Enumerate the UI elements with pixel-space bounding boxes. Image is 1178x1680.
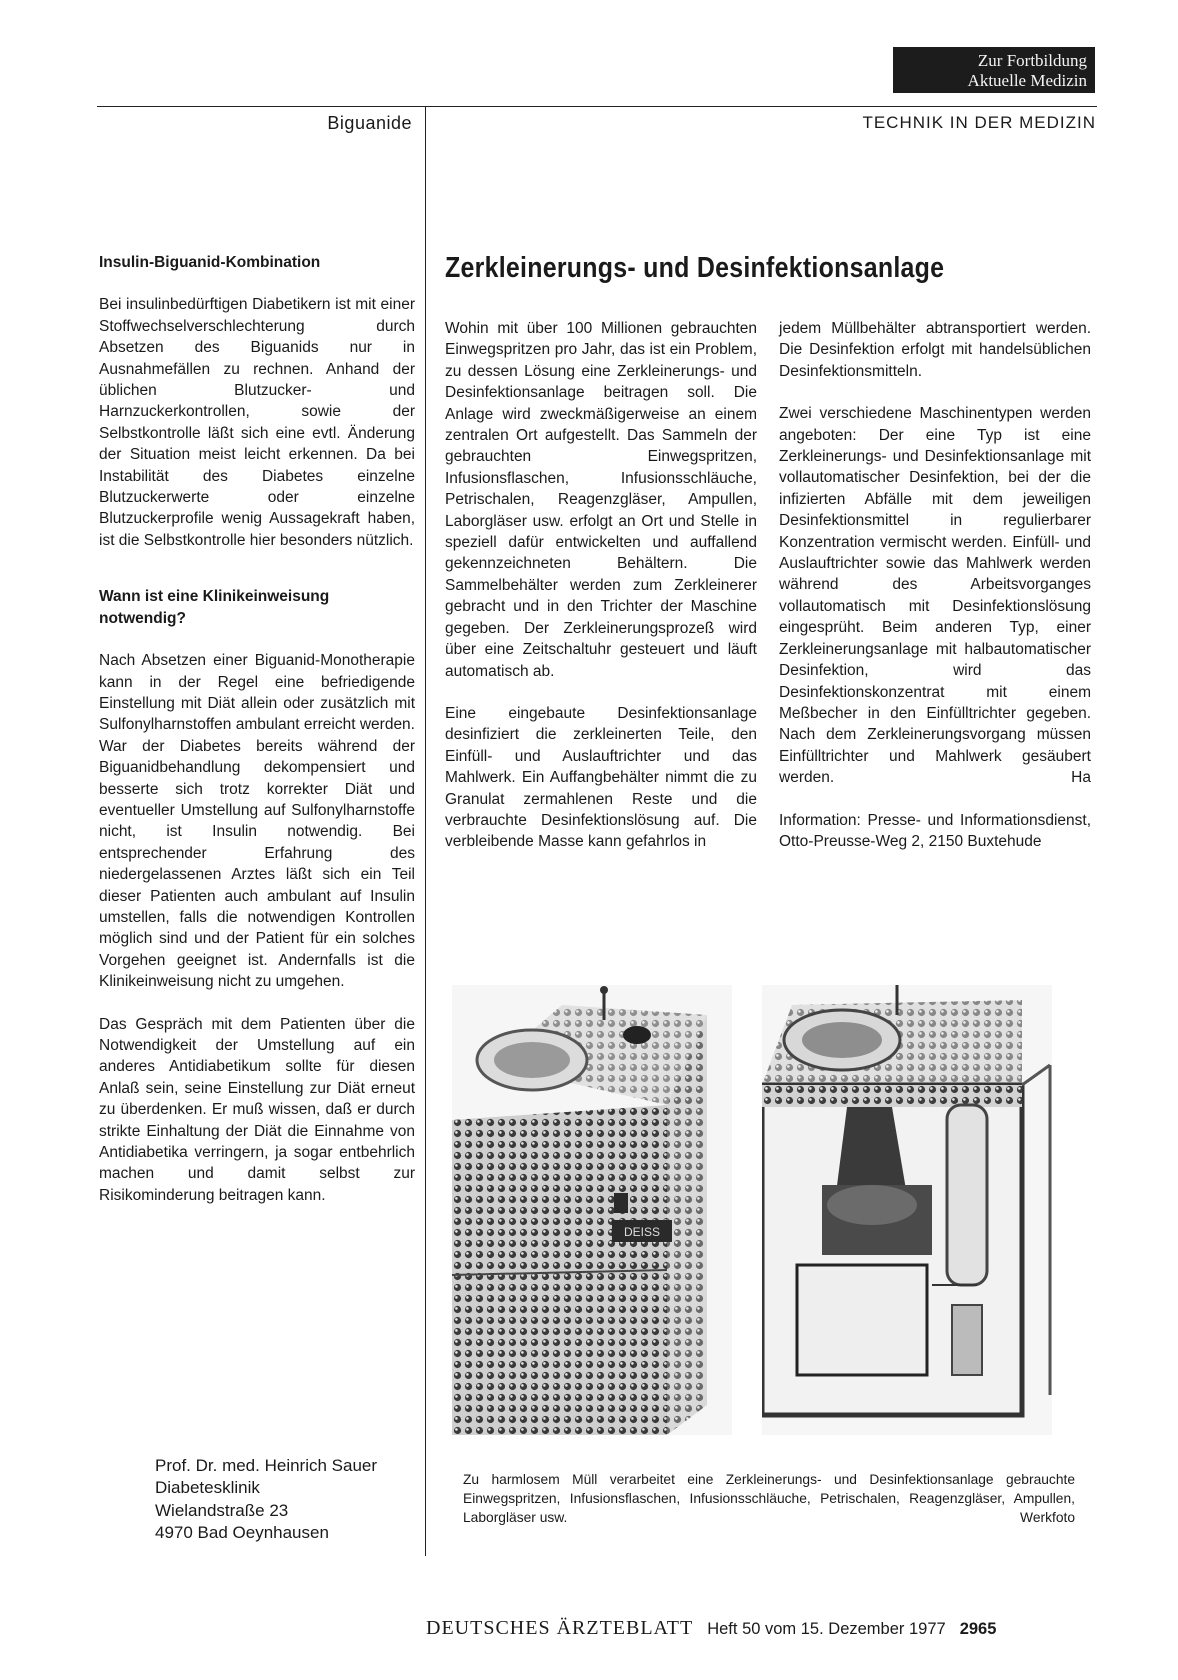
author-address (155, 1455, 425, 1545)
left-column (99, 252, 415, 1206)
author-initials: Ha (1071, 769, 1091, 787)
heading-insulin-combination: Insulin-Biguanid-Kombination (99, 254, 321, 271)
caption-text: Zu harmlosem Müll verarbeitet eine Zerkleinerungs- und Desinfektionsanlage gebrauchte Einwegspritzen, Infusionsflaschen, Infusionsschläuche, Petrischalen, Reagenzgläser, Ampullen, Laborgläser usw. (463, 1472, 1075, 1525)
author-clinic: Diabetesklinik (155, 1478, 260, 1498)
machine-photo-closed (452, 985, 732, 1435)
article-column-right (779, 318, 1091, 852)
article-title: Zerkleinerungs- und Desinfektionsanlage (445, 252, 945, 284)
journal-name: DEUTSCHES ÄRZTEBLATT (426, 1617, 694, 1639)
issue-info: Heft 50 vom 15. Dezember 1977 (707, 1620, 946, 1638)
paragraph: Bei insulinbedürftigen Diabetikern ist mit einer Stoffwechselverschlechterung durch Absetzen des Biguanids nur in Ausnahmefällen zu rechnen. Anhand der üblichen Blutzucker- und Harnzuckerkontrollen, sowie der Selbstkontrolle läßt sich eine evtl. Änderung der Situation meist leicht erkennen. Da bei Instabilität des Diabetes einzelne Blutzuckerwerte oder einzelne Blutzuckerprofile wenig Aussagekraft haben, ist die Selbstkontrolle hier besonders nützlich. (99, 296, 415, 549)
column-divider (425, 106, 426, 1556)
section-label-left: Biguanide (327, 113, 412, 133)
badge-line-2: Aktuelle Medizin (967, 71, 1087, 90)
paragraph: Wohin mit über 100 Millionen gebrauchten Einwegspritzen pro Jahr, das ist ein Problem, zu dessen Lösung eine Zerkleinerungs- und Desinfektionsanlage beitragen soll. Die Anlage wird zweckmäßigerweise an einem zentralen Ort aufgestellt. Das Sammeln der gebrauchten Einwegspritzen, Infusionsflaschen, Infusionsschläuche, Petrischalen, Reagenzgläser, Ampullen, Laborgläser usw. erfolgt an Ort und Stelle in speziell dafür entwickelten und auffallend gekennzeichneten Behältern. Die Sammelbehälter werden zum Zerkleinerer gebracht und in den Trichter der Maschine gegeben. Der Zerkleinerungsprozeß wird über eine Zeitschaltuhr gesteuert und läuft automatisch ab. (445, 320, 757, 680)
badge-line-1: Zur Fortbildung (977, 51, 1087, 70)
author-name: Prof. Dr. med. Heinrich Sauer (155, 1456, 378, 1475)
page-footer (426, 1617, 1096, 1640)
paragraph: Eine eingebaute Desinfektionsanlage desinfiziert die zerkleinerten Teile, den Einfüll- und Auslauftrichter und das Mahlwerk. Ein Auffangbehälter nimmt die zu Granulat zermahlenen Reste und die verbrauchte Desinfektionslösung auf. Die verbleibende Masse kann gefahrlos in (445, 704, 757, 851)
article-column-middle (445, 318, 757, 853)
paragraph-text: Zwei verschiedene Maschinentypen werden angeboten: Der eine Typ ist eine Zerkleinerungs- und Desinfektionsanlage mit vollautomatischer Desinfektion, bei der die infizierten Abfälle mit dem jeweiligen Desinfektionsmittel in regulierbarer Konzentration vermischt werden. Einfüll- und Auslauftrichter sowie das Mahlwerk werden während des Arbeitsvorganges vollautomatisch mit Desinfektionslösung eingesprüht. Beim anderen Typ, einer Zerkleinerungsanlage mit halbautomatischer Desinfektion, wird das Desinfektionskonzentrat mit einem Meßbecher in den Einfülltrichter gegeben. Nach dem Zerkleinerungsvorgang müssen Einfülltrichter und Mahlwerk gesäubert werden. (779, 405, 1091, 787)
author-street: Wielandstraße 23 (155, 1500, 289, 1520)
paragraph: Nach Absetzen einer Biguanid-Monotherapie kann in der Regel eine befriedigende Einstellung mit Diät allein oder zusätzlich mit Sulfonylharnstoffen ambulant erreicht werden. War der Diabetes bereits während der Biguanidbehandlung dekompensiert und besserte sich trotz korrekter Diät und eventueller Umstellung auf Sulfonylharnstoffe nicht, ist Insulin notwendig. Bei entsprechender Erfahrung des niedergelassenen Arztes läßt sich ein Teil dieser Patienten auch ambulant auf Insulin umstellen, falls die notwendigen Kontrollen möglich sind und der Patient für ein solches Vorgehen geeignet ist. Andernfalls ist die Klinikeinweisung nicht zu umgehen. (99, 652, 415, 991)
paragraph: Information: Presse- und Informationsdienst, Otto-Preusse-Weg 2, 2150 Buxtehude (779, 811, 1091, 850)
paragraph: Das Gespräch mit dem Patienten über die Notwendigkeit der Umstellung auf ein anderes Antidiabetikum sollte für diesen Anlaß sein, seine Einstellung zur Diät erneut zu überdenken. Er muß wissen, daß er durch strikte Einhaltung der Diät die Einnahme von Antidiabetika verringern, ja sogar entbehrlich machen und damit selbst zur Risikominderung beitragen kann. (99, 1015, 415, 1204)
heading-clinic-admission: Wann ist eine Klinikeinweisung notwendig? (99, 588, 330, 627)
author-city: 4970 Bad Oeynhausen (155, 1523, 329, 1543)
section-badge (893, 47, 1095, 93)
brand-label: DEISS (623, 1225, 661, 1239)
paragraph: jedem Müllbehälter abtransportiert werden. Die Desinfektion erfolgt mit handelsüblichen Desinfektionsmitteln. (779, 320, 1091, 380)
machine-photo-open (762, 985, 1052, 1435)
paragraph (779, 403, 1091, 788)
page-number: 2965 (959, 1620, 997, 1638)
header-rule (97, 106, 1097, 107)
photo-credit: Werkfoto (1020, 1510, 1075, 1525)
photo-caption (463, 1470, 1075, 1527)
section-label-right: TECHNIK IN DER MEDIZIN (862, 113, 1096, 132)
